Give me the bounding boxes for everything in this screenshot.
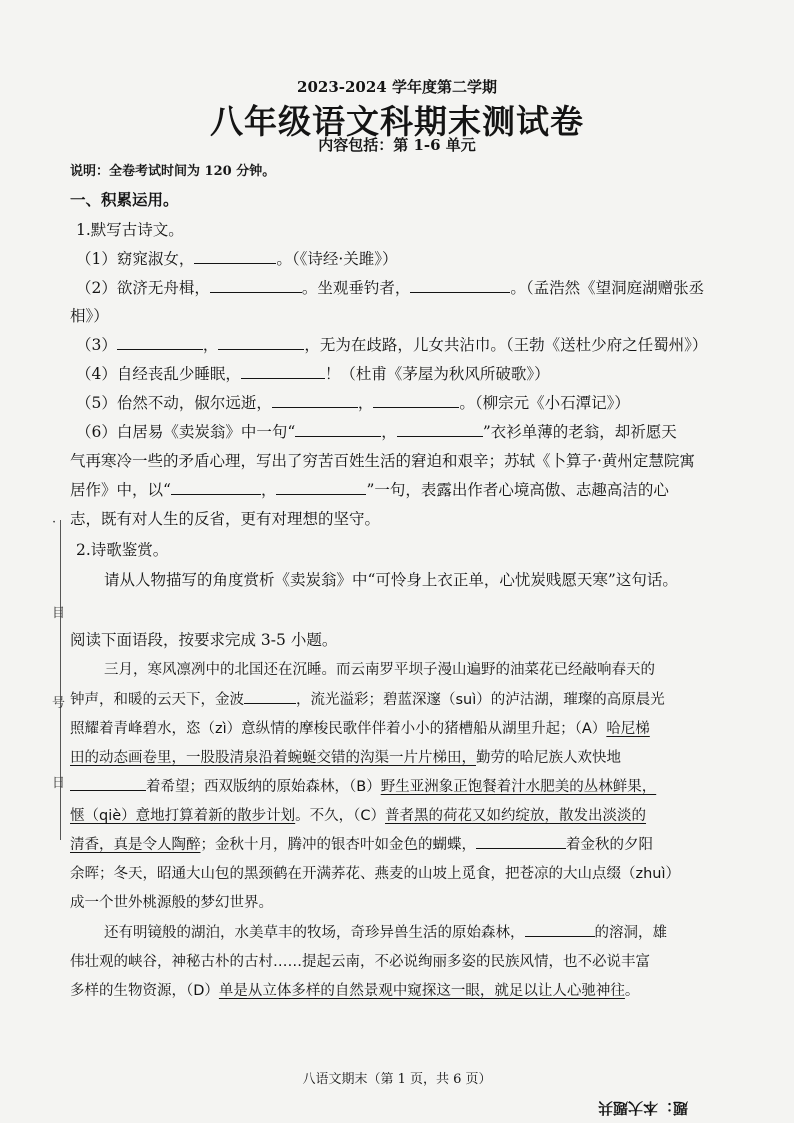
binding-line — [60, 520, 61, 840]
exam-title: 八年级语文科期末测试卷 — [210, 102, 584, 141]
answer-blank[interactable] — [397, 422, 483, 437]
passage-line: 田的动态画卷里，一股股清泉沿着蜿蜒交错的沟渠一片片梯田，勤劳的哈尼族人欢快地 — [70, 750, 621, 766]
exam-subtitle: 内容包括：第 1-6 单元 — [318, 136, 476, 154]
question-2-prompt: 请从人物描写的角度赏析《卖炭翁》中“可怜身上衣正单，心忧炭贱愿天寒”这句话。 — [104, 571, 678, 589]
margin-mark: 目 — [52, 606, 66, 621]
section-heading: 一、积累运用。 — [70, 190, 179, 209]
answer-blank[interactable] — [171, 480, 261, 495]
margin-mark: 号 — [52, 696, 66, 711]
reading-intro: 阅读下面语段，按要求完成 3-5 小题。 — [70, 631, 338, 649]
passage-line: 成一个世外桃源般的梦幻世界。 — [70, 895, 273, 911]
passage-line: 余晖；冬天，昭通大山包的黑颈鹤在开满荞花、燕麦的山坡上觅食，把苍凉的大山点缀（zhuì） — [70, 866, 681, 882]
question-1-6: （6）白居易《卖炭翁》中一句“ ， ”衣衫单薄的老翁，却祈愿天 — [76, 423, 677, 441]
passage-line: 照耀着青峰碧水，恣（zì）意纵情的摩梭民歌伴伴着小小的猪槽船从湖里升起；（A）哈尼梯 — [70, 721, 650, 737]
passage-line: 惬（qiè）意地打算着新的散步计划。不久，（C）普者黑的荷花又如约绽放，散发出淡淡的 — [70, 808, 647, 824]
passage-line: 着希望；西双版纳的原始森林，（B）野生亚洲象正饱餐着汁水肥美的丛林鲜果， — [70, 775, 656, 796]
answer-blank[interactable] — [210, 278, 302, 293]
exam-year: 2023-2024 学年度第二学期 — [297, 78, 497, 96]
question-1-2-cont: 相》） — [70, 307, 109, 325]
answer-blank[interactable] — [218, 335, 304, 350]
answer-blank[interactable] — [476, 834, 566, 849]
question-1-6-line3: 居作》中，以“ ， ”一句，表露出作者心境高傲、志趣高洁的心 — [70, 481, 669, 499]
passage-line: 三月，寒风凛冽中的北国还在沉睡。而云南罗平坝子漫山遍野的油菜花已经敲响春天的 — [104, 662, 655, 678]
page-footer: 八语文期末（第 1 页，共 6 页） — [302, 1072, 492, 1087]
answer-blank[interactable] — [272, 393, 358, 408]
question-1-6-line4: 志，既有对人生的反省，更有对理想的坚守。 — [70, 510, 381, 528]
question-2-heading: 2.诗歌鉴赏。 — [76, 541, 169, 559]
passage-line: 还有明镜般的湖泊，水美草丰的牧场，奇珍异兽生活的原始森林， 的溶洞，雄 — [104, 921, 667, 942]
passage-line: 多样的生物资源，（D）单是从立体多样的自然景观中窥探这一眼，就足以让人心驰神往。 — [70, 983, 640, 999]
exam-note: 说明：全卷考试时间为 120 分钟。 — [70, 164, 276, 179]
answer-blank[interactable] — [295, 422, 381, 437]
answer-blank[interactable] — [194, 249, 276, 264]
answer-blank[interactable] — [410, 278, 510, 293]
answer-blank[interactable] — [70, 776, 146, 791]
question-1-5: （5）佁然不动，俶尔远逝， ， 。（柳宗元《小石潭记》） — [76, 394, 630, 412]
question-1-2: （2）欲济无舟楫， 。坐观垂钓者， 。（孟浩然《望洞庭湖赠张丞 — [76, 279, 705, 297]
answer-blank[interactable] — [276, 480, 366, 495]
answer-blank[interactable] — [241, 364, 325, 379]
answer-blank[interactable] — [244, 689, 296, 704]
margin-mark: · — [52, 515, 57, 530]
passage-line: 伟壮观的峡谷，神秘古朴的古村……提起云南，不必说绚丽多姿的民族风情，也不必说丰富 — [70, 954, 650, 970]
question-1-heading: 1.默写古诗文。 — [76, 221, 184, 239]
question-1-6-line2: 气再寒冷一些的矛盾心理，写出了穷苦百姓生活的窘迫和艰辛；苏轼《卜算子·黄州定慧院寓 — [70, 452, 695, 470]
question-1-3: （3） ， ，无为在歧路，儿女共沾巾。（王勃《送杜少府之任蜀州》） — [76, 336, 708, 354]
next-page-bleed-text: 题：本大题共 — [598, 1099, 689, 1117]
question-1-1: （1）窈窕淑女， 。（《诗经·关雎》） — [76, 250, 398, 268]
passage-line: 清香，真是令人陶醉；金秋十月，腾冲的银杏叶如金色的蝴蝶， 着金秋的夕阳 — [70, 833, 653, 854]
question-1-4: （4）自经丧乱少睡眠， ！（杜甫《茅屋为秋风所破歌》） — [76, 365, 550, 383]
answer-blank[interactable] — [117, 335, 203, 350]
answer-blank[interactable] — [373, 393, 459, 408]
margin-mark: 日 — [52, 776, 66, 791]
passage-line: 钟声，和暖的云天下，金波 ，流光溢彩；碧蓝深邃（suì）的泸沽湖，璀璨的高原晨光 — [70, 688, 665, 709]
answer-blank[interactable] — [525, 922, 595, 937]
